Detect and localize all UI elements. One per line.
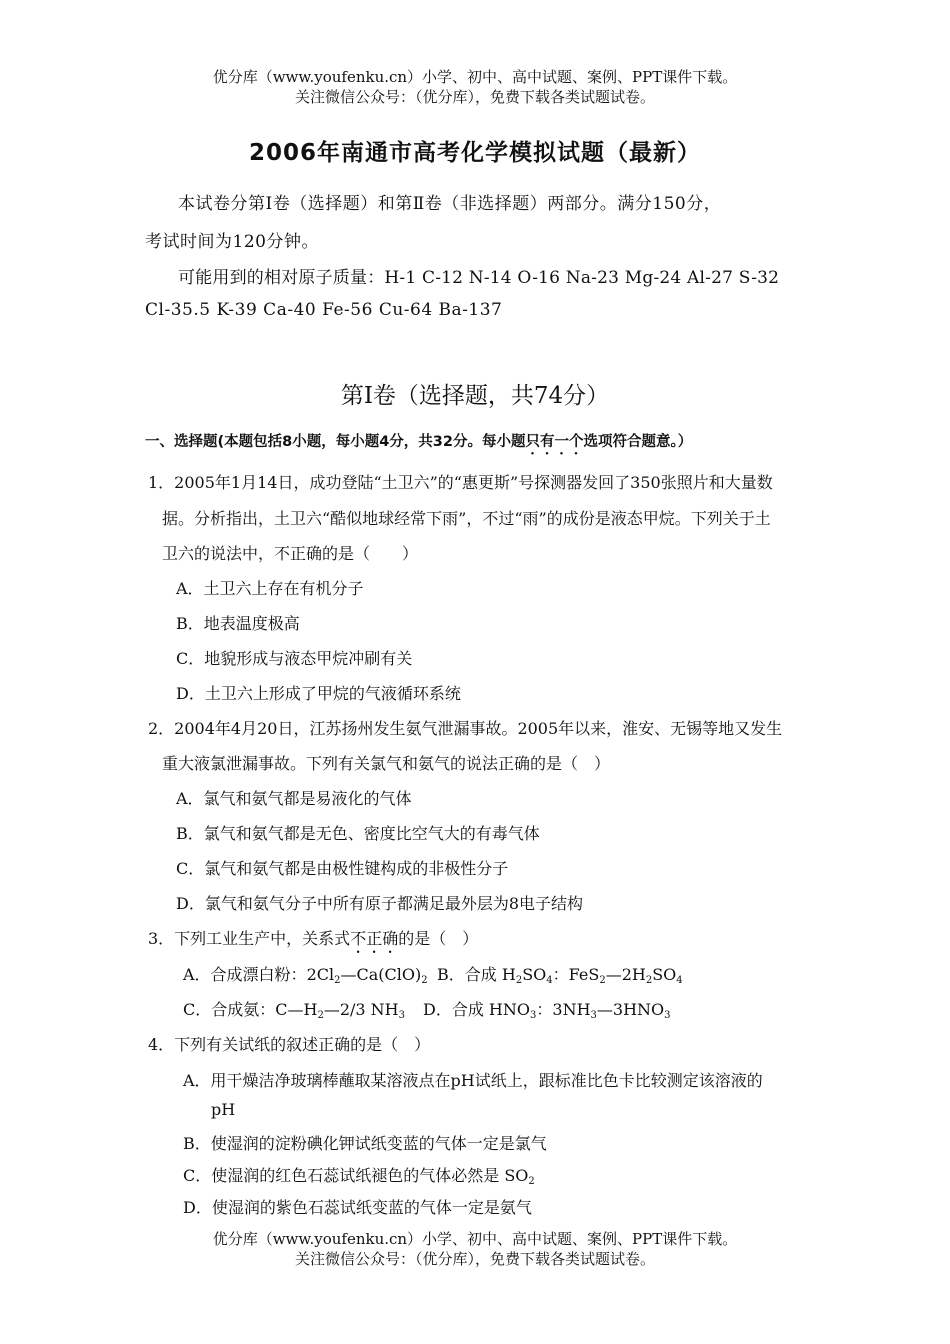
q1-option-c: C．地貌形成与液态甲烷冲刷有关 [176, 649, 413, 668]
q4-option-a-line-2: pH [211, 1100, 236, 1119]
q2-line-2: 重大液氯泄漏事故。下列有关氯气和氨气的说法正确的是（ ） [162, 754, 611, 773]
header-line-1: 优分库（www.youfenku.cn）小学、初中、高中试题、案例、PPT课件下载。 [212, 68, 738, 86]
q1-option-d: D．土卫六上形成了甲烷的气液循环系统 [176, 684, 461, 703]
q3-option-d [423, 997, 671, 1020]
header-line-2: 关注微信公众号：（优分库），免费下载各类试题试卷。 [294, 88, 655, 106]
q3-stem-emphasis: 不正确 [350, 929, 399, 948]
q3-stem-post: 的是（ ） [398, 929, 479, 948]
q4-option-a-line-1: A．用干燥洁净玻璃棒蘸取某溶液点在pH试纸上，跟标准比色卡比较测定该溶液的 [183, 1071, 763, 1090]
q1-line-1: 1．2005年1月14日，成功登陆“土卫六”的“惠更斯”号探测器发回了350张照片和大量数 [148, 473, 773, 492]
q3-option-b-label: B．合成 $H_2SO_4$： [437, 965, 569, 986]
footer-line-2: 关注微信公众号：（优分库），免费下载各类试题试卷。 [294, 1250, 655, 1268]
q3-option-b [437, 962, 683, 985]
q3-option-a-label: A．合成漂白粉： [183, 965, 307, 984]
q2-line-1: 2．2004年4月20日，江苏扬州发生氨气泄漏事故。2005年以来，淮安、无锡等地又发生 [148, 719, 783, 738]
q4-option-d: D．使湿润的紫色石蕊试纸变蓝的气体一定是氨气 [183, 1198, 532, 1217]
part1-heading [145, 430, 692, 458]
intro-line-4: Cl-35.5 K-39 Ca-40 Fe-56 Cu-64 Ba-137 [145, 300, 503, 320]
q1-option-a: A．土卫六上存在有机分子 [176, 579, 364, 598]
part1-heading-emphasis: 只有一个 [525, 434, 584, 450]
q3-option-c-label: C．合成氨： [183, 1000, 276, 1019]
q2-option-a: A．氯气和氨气都是易液化的气体 [176, 789, 412, 808]
q4-option-c [183, 1163, 535, 1186]
part1-heading-post: 选项符合题意。） [583, 434, 693, 450]
q3-option-c [183, 997, 405, 1020]
q1-line-2: 据。分析指出，土卫六“酷似地球经常下雨”，不过“雨”的成份是液态甲烷。下列关于土 [162, 509, 771, 528]
q4-option-c-text: C．使湿润的红色石蕊试纸褪色的气体必然是 $SO_2$ [183, 1166, 535, 1187]
q2-option-b: B．氯气和氨气都是无色、密度比空气大的有毒气体 [176, 824, 540, 843]
q3-option-d-label: D．合成 $HNO_3$： [423, 1000, 553, 1021]
q2-option-d: D．氯气和氨气分子中所有原子都满足最外层为8电子结构 [176, 894, 584, 913]
footer-line-1: 优分库（www.youfenku.cn）小学、初中、高中试题、案例、PPT课件下载。 [212, 1230, 738, 1248]
section-title: 第I卷（选择题，共74分） [340, 383, 610, 409]
intro-line-1: 本试卷分第Ⅰ卷（选择题）和第Ⅱ卷（非选择题）两部分。满分150分， [178, 194, 722, 214]
intro-line-3: 可能用到的相对原子质量：H-1 C-12 N-14 O-16 Na-23 Mg-24 Al-27 S-32 [178, 268, 780, 288]
page-title: 2006年南通市高考化学模拟试题（最新） [248, 140, 701, 166]
q3-stem [148, 926, 478, 957]
part1-heading-pre: 一、选择题(本题包括8小题，每小题4分，共32分。每小题 [145, 434, 526, 450]
q1-line-3: 卫六的说法中，不正确的是（ ） [162, 544, 419, 563]
q3-option-a [183, 962, 428, 985]
q1-option-b: B．地表温度极高 [176, 614, 300, 633]
q3-stem-pre: 3．下列工业生产中，关系式 [148, 929, 351, 948]
q4-stem: 4．下列有关试纸的叙述正确的是（ ） [148, 1035, 431, 1054]
q4-option-b: B．使湿润的淀粉碘化钾试纸变蓝的气体一定是氯气 [183, 1134, 547, 1153]
intro-line-2: 考试时间为120分钟。 [145, 232, 319, 252]
q3-option-c-formula: $C—H_2—2/3$ $NH_3$ [275, 1000, 405, 1021]
q3-option-d-formula: $3NH_3—3HNO_3$ [552, 1000, 671, 1021]
q3-option-a-formula: $2Cl_2—Ca(ClO)_2$ [306, 965, 428, 986]
q3-option-b-formula: $FeS_2—2H_2SO_4$ [568, 965, 683, 986]
q2-option-c: C．氯气和氨气都是由极性键构成的非极性分子 [176, 859, 509, 878]
